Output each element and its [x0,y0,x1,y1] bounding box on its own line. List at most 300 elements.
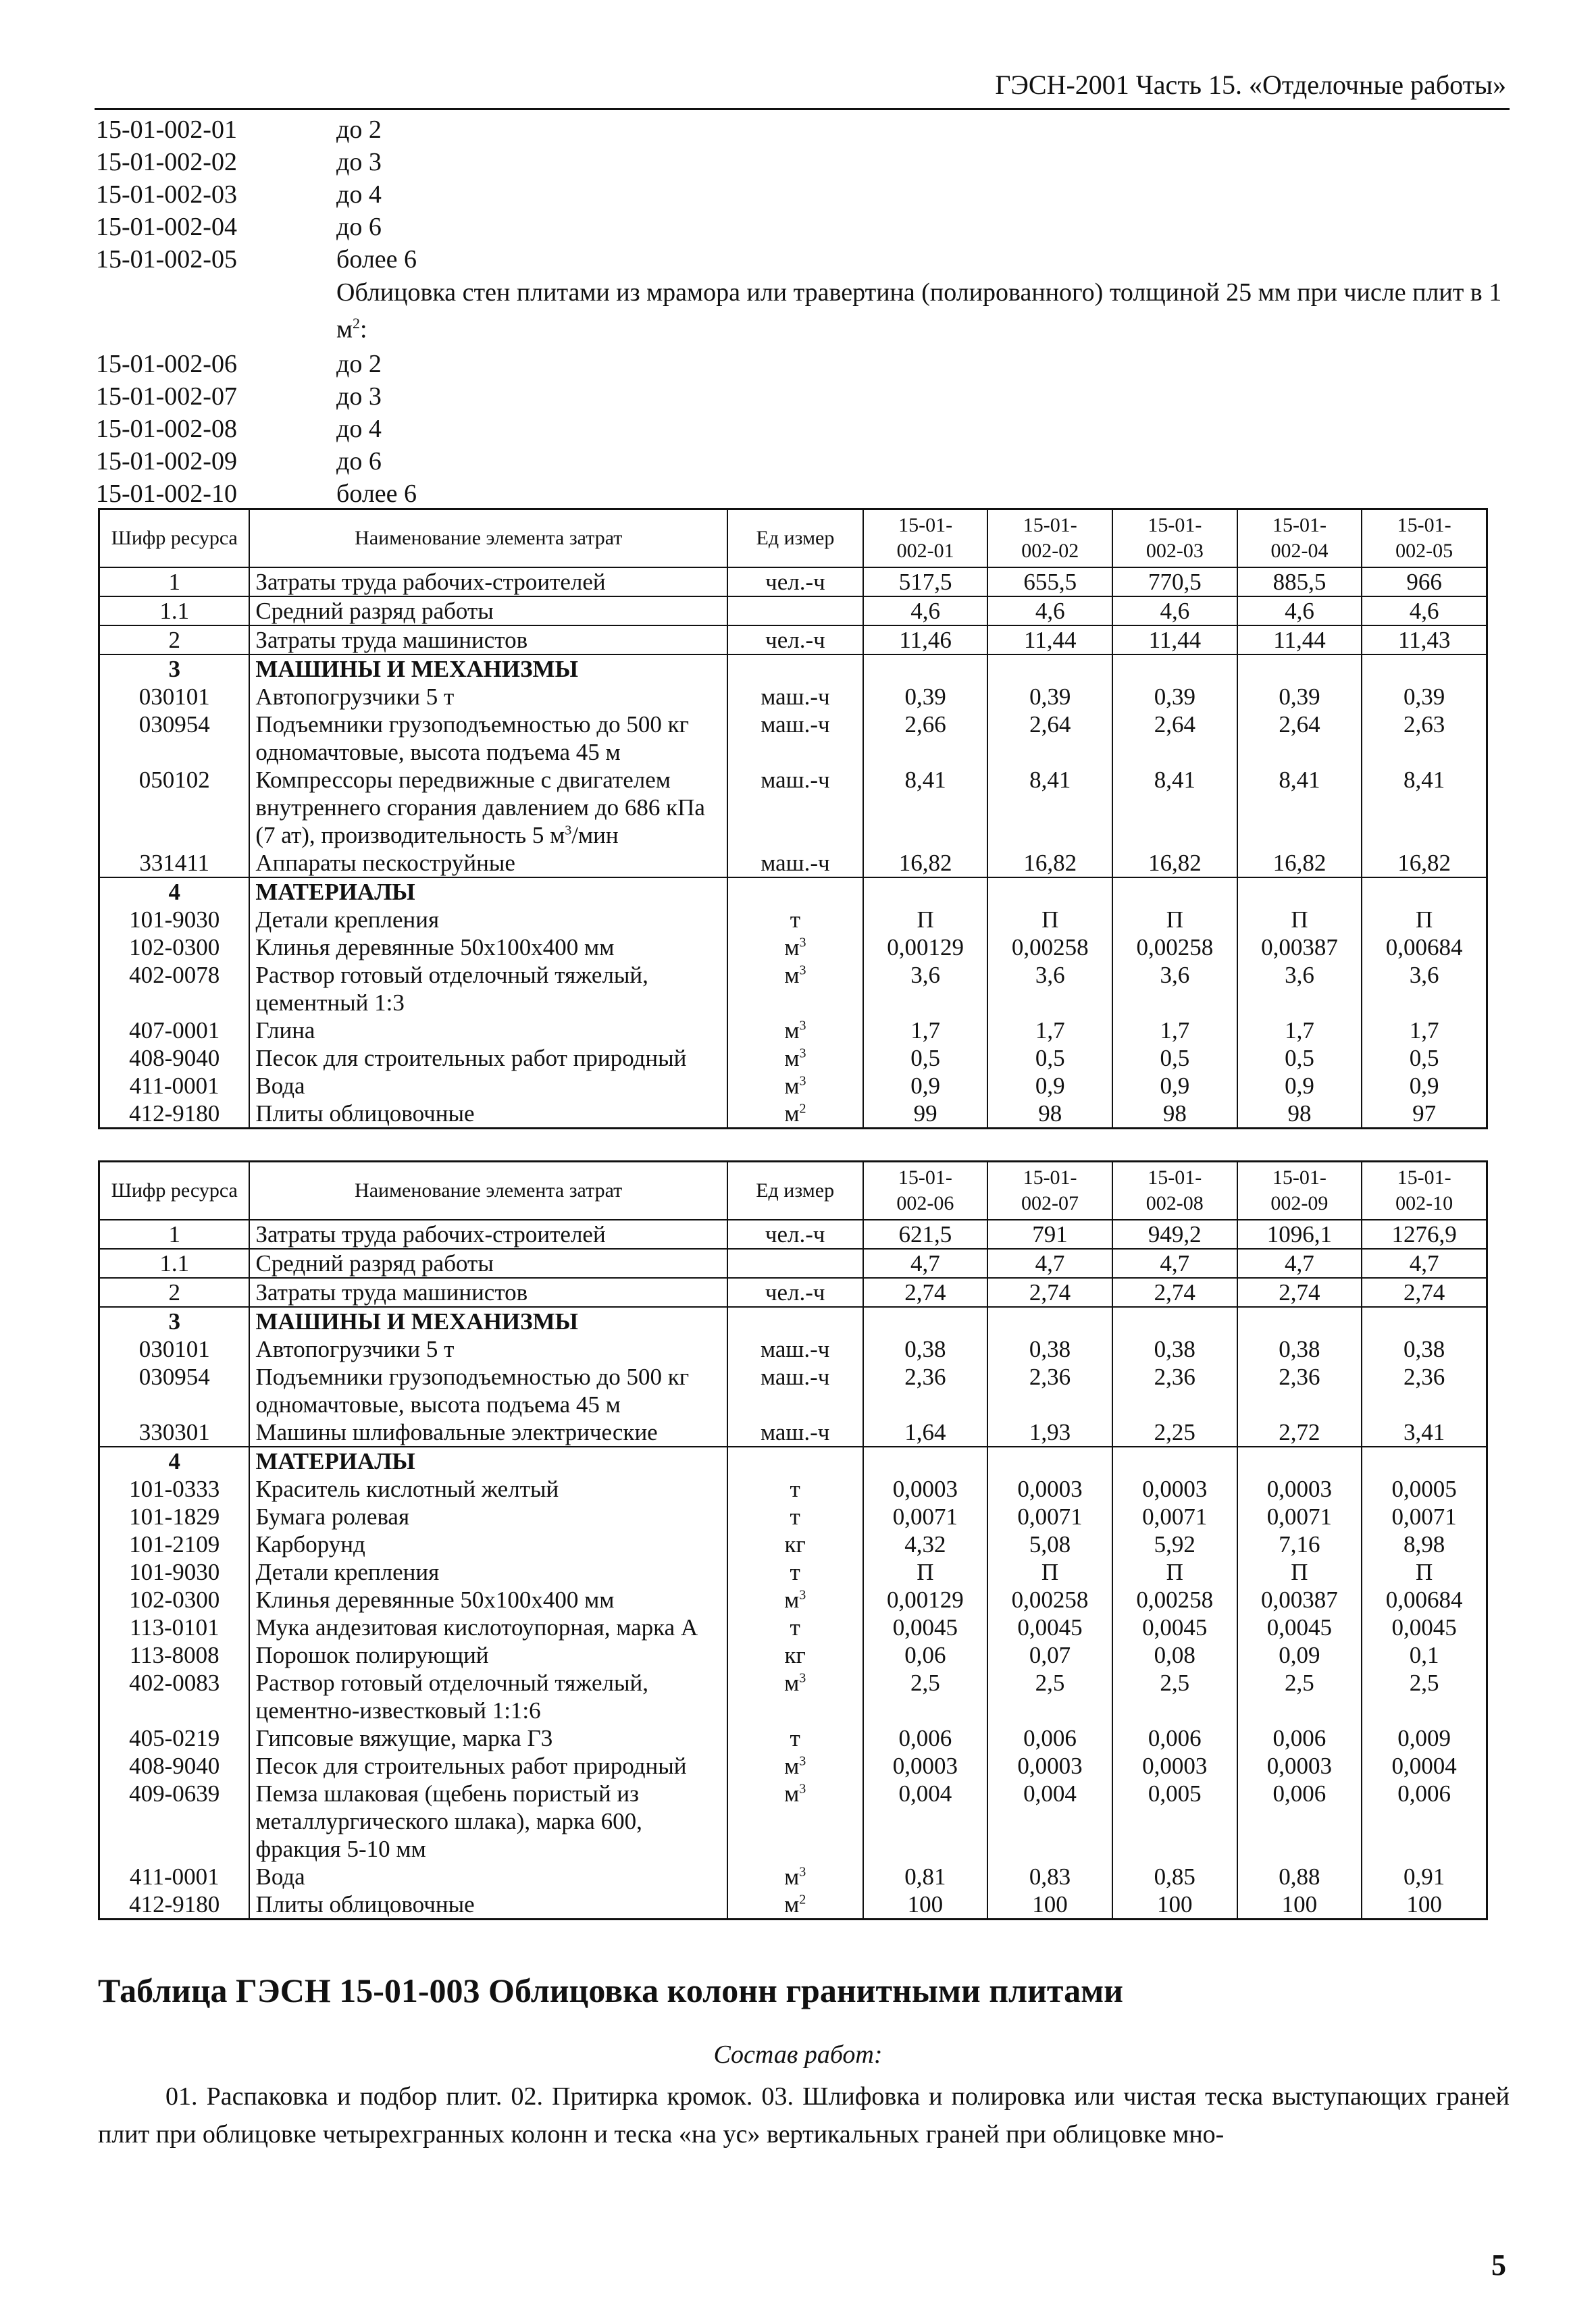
resource-unit [727,654,863,683]
resource-name: Карборунд [249,1531,727,1558]
resource-code: 3 [99,654,250,683]
resource-name: Глина [249,1017,727,1044]
resource-value: 0,09 [1237,1641,1362,1669]
resource-unit: $м^3$ [727,1586,863,1614]
resource-value: 0,0003 [1112,1475,1237,1503]
resource-value: 2,64 [1237,711,1362,766]
table-row [99,1100,1487,1129]
resource-value: 966 [1362,567,1487,596]
resource-unit: чел.-ч [727,567,863,596]
code-row [96,348,1514,380]
resource-name: Плиты облицовочные [249,1100,727,1129]
resource-unit: т [727,1558,863,1586]
resource-value [1237,877,1362,906]
resource-name: Компрессоры передвижные с двигателем внутреннего сгорания давлением до 686 кПа (7 ат), производительность 5 $м^3$/мин [249,766,727,849]
resource-value: 0,00258 [1112,1586,1237,1614]
table-row [99,1863,1487,1891]
running-header: ГЭСН-2001 Часть 15. «Отделочные работы» [995,70,1506,100]
table-row [99,711,1487,766]
resource-code: 412-9180 [99,1891,250,1920]
table-row [99,683,1487,711]
code-number: 15-01-002-04 [96,213,237,241]
resource-unit: маш.-ч [727,1418,863,1447]
table-row [99,1072,1487,1100]
resource-value: 1096,1 [1237,1220,1362,1249]
resource-value: 8,41 [1112,766,1237,849]
resource-unit: маш.-ч [727,711,863,766]
code-label: до 2 [336,349,382,378]
resource-value: 770,5 [1112,567,1237,596]
table-row [99,1335,1487,1363]
table-row [99,1641,1487,1669]
resource-value: 0,38 [1237,1335,1362,1363]
resource-value: 2,36 [987,1363,1112,1418]
resource-value: 0,06 [863,1641,988,1669]
resource-value: 11,46 [863,625,988,654]
resource-value: 0,39 [1237,683,1362,711]
resource-code: 331411 [99,849,250,877]
resource-value: 0,006 [1362,1780,1487,1863]
header-column-5: 15-01- 002-10 [1362,1162,1487,1220]
resource-name: Краситель кислотный желтый [249,1475,727,1503]
resource-value: 0,006 [1237,1780,1362,1863]
code-label: до 2 [336,115,382,144]
resource-value: 16,82 [863,849,988,877]
resource-value: П [1112,906,1237,933]
resource-value: 2,74 [1362,1278,1487,1307]
resource-value [1112,877,1237,906]
resource-value: 0,006 [1112,1724,1237,1752]
resource-unit [727,1249,863,1278]
table-row [99,1278,1487,1307]
resource-unit: кг [727,1531,863,1558]
section-title: Таблица ГЭСН 15-01-003 Облицовка колонн гранитными плитами [98,1972,1123,2009]
resource-value: 655,5 [987,567,1112,596]
resource-name: Вода [249,1072,727,1100]
table-row [99,654,1487,683]
table-row [99,1752,1487,1780]
resource-value: 2,36 [1362,1363,1487,1418]
resource-value [863,1307,988,1335]
resource-name: Аппараты пескоструйные [249,849,727,877]
resource-value: 1,93 [987,1418,1112,1447]
resource-code: 1 [99,567,250,596]
resource-value [987,1447,1112,1475]
resource-name: Вода [249,1863,727,1891]
table-row [99,1614,1487,1641]
resource-value: 1,7 [863,1017,988,1044]
resource-value: 0,5 [1237,1044,1362,1072]
resource-unit: $м^3$ [727,1780,863,1863]
resource-code: 030954 [99,711,250,766]
resource-value: 0,0003 [987,1752,1112,1780]
resource-value: 4,7 [863,1249,988,1278]
resource-code: 407-0001 [99,1017,250,1044]
resource-name: Бумага ролевая [249,1503,727,1531]
resource-value: 0,006 [1237,1724,1362,1752]
resource-name: Автопогрузчики 5 т [249,683,727,711]
resource-value: 0,0005 [1362,1475,1487,1503]
resource-name: МАТЕРИАЛЫ [249,1447,727,1475]
resource-value [1112,1447,1237,1475]
resource-code: 1.1 [99,1249,250,1278]
resource-value: П [863,906,988,933]
table-row [99,567,1487,596]
resource-value: 0,0071 [1362,1503,1487,1531]
table-row [99,1418,1487,1447]
resource-code: 101-0333 [99,1475,250,1503]
resource-name: Детали крепления [249,906,727,933]
resource-value: 100 [863,1891,988,1920]
resource-value: 0,009 [1362,1724,1487,1752]
resource-value: 0,00129 [863,933,988,961]
resource-unit: т [727,1503,863,1531]
code-number: 15-01-002-10 [96,479,237,508]
resource-unit: маш.-ч [727,1335,863,1363]
resource-code: 050102 [99,766,250,849]
header-column-1: 15-01- 002-01 [863,509,988,568]
code-row [96,178,1514,211]
resource-value: 0,004 [863,1780,988,1863]
resource-name: Затраты труда машинистов [249,1278,727,1307]
resource-value: 2,72 [1237,1418,1362,1447]
resource-value: 0,00387 [1237,933,1362,961]
resource-name: Подъемники грузоподъемностью до 500 кг одномачтовые, высота подъема 45 м [249,1363,727,1418]
resource-value: 2,74 [863,1278,988,1307]
table-row [99,1780,1487,1863]
resource-value: 0,0045 [1237,1614,1362,1641]
resource-unit: маш.-ч [727,849,863,877]
resource-value [1362,877,1487,906]
resource-unit: $м^2$ [727,1891,863,1920]
resource-value: 0,9 [987,1072,1112,1100]
resource-value: 2,74 [987,1278,1112,1307]
resource-value: 0,00129 [863,1586,988,1614]
table-row [99,933,1487,961]
resource-unit: $м^3$ [727,933,863,961]
header-column-3: 15-01- 002-08 [1112,1162,1237,1220]
resource-value: 0,006 [863,1724,988,1752]
resource-value: 4,6 [1362,596,1487,625]
resource-name: Подъемники грузоподъемностью до 500 кг одномачтовые, высота подъема 45 м [249,711,727,766]
resource-value: 4,32 [863,1531,988,1558]
resource-value: 0,1 [1362,1641,1487,1669]
resource-unit: кг [727,1641,863,1669]
resource-value: 4,7 [987,1249,1112,1278]
resource-name: Пемза шлаковая (щебень пористый из металлургического шлака), марка 600, фракция 5-10 мм [249,1780,727,1863]
resource-value [987,654,1112,683]
resource-value: 0,9 [1237,1072,1362,1100]
code-row [96,243,1514,276]
resource-code: 113-0101 [99,1614,250,1641]
resource-code: 030101 [99,683,250,711]
resource-code: 408-9040 [99,1044,250,1072]
code-number: 15-01-002-03 [96,180,237,209]
resource-code: 101-9030 [99,906,250,933]
resource-value: 16,82 [1362,849,1487,877]
resource-value: 99 [863,1100,988,1129]
resource-name: Клинья деревянные 50x100x400 мм [249,1586,727,1614]
resource-value: 0,005 [1112,1780,1237,1863]
header-column-2: 15-01- 002-02 [987,509,1112,568]
table-row [99,1249,1487,1278]
resource-value: 5,08 [987,1531,1112,1558]
resource-value: 885,5 [1237,567,1362,596]
resource-value: П [1237,1558,1362,1586]
header-name: Наименование элемента затрат [249,509,727,568]
code-label: более 6 [336,245,417,274]
resource-value: 100 [1237,1891,1362,1920]
resource-value: 0,0003 [1237,1752,1362,1780]
table-row [99,766,1487,849]
code-label: до 3 [336,148,382,176]
resource-name: Затраты труда рабочих-строителей [249,567,727,596]
resource-value: 2,5 [1237,1669,1362,1724]
resource-value: 949,2 [1112,1220,1237,1249]
code-label: до 4 [336,180,382,209]
resource-code: 405-0219 [99,1724,250,1752]
resource-value: 0,85 [1112,1863,1237,1891]
resource-unit: т [727,1614,863,1641]
resource-value: 0,81 [863,1863,988,1891]
code-row [96,413,1514,445]
resource-code: 102-0300 [99,933,250,961]
resource-unit: $м^3$ [727,1072,863,1100]
resource-value: 98 [987,1100,1112,1129]
table-row [99,1558,1487,1586]
code-label: до 6 [336,213,382,241]
resource-unit: маш.-ч [727,683,863,711]
resource-code: 2 [99,625,250,654]
table-row [99,1891,1487,1920]
resource-unit: т [727,1724,863,1752]
resource-value: 2,25 [1112,1418,1237,1447]
resource-value: 0,08 [1112,1641,1237,1669]
resource-name: Средний разряд работы [249,596,727,625]
resource-value: 1,7 [987,1017,1112,1044]
header-name: Наименование элемента затрат [249,1162,727,1220]
resource-value: 0,0003 [863,1752,988,1780]
resource-name: Детали крепления [249,1558,727,1586]
resource-value: П [1362,1558,1487,1586]
resource-value: 3,6 [1237,961,1362,1017]
resource-value: 0,0003 [1237,1475,1362,1503]
resource-unit: $м^3$ [727,1017,863,1044]
resource-value: 100 [987,1891,1112,1920]
resource-name: Затраты труда машинистов [249,625,727,654]
resource-value: 16,82 [987,849,1112,877]
resource-value: 2,5 [1112,1669,1237,1724]
header-rule [95,108,1510,110]
resource-value: 0,004 [987,1780,1112,1863]
resource-value: 4,7 [1237,1249,1362,1278]
resource-value: 16,82 [1112,849,1237,877]
resource-value: 0,38 [863,1335,988,1363]
resource-value: 0,9 [1112,1072,1237,1100]
code-group-1 [96,113,1514,276]
resource-code: 030101 [99,1335,250,1363]
table-row [99,1044,1487,1072]
resource-value: 98 [1112,1100,1237,1129]
resource-value: 3,6 [863,961,988,1017]
resource-value: 97 [1362,1100,1487,1129]
resource-value: 0,88 [1237,1863,1362,1891]
code-number: 15-01-002-06 [96,349,237,378]
resource-code: 330301 [99,1418,250,1447]
resource-unit: чел.-ч [727,1220,863,1249]
table-row [99,1503,1487,1531]
resource-value [863,877,988,906]
resource-unit [727,1307,863,1335]
resource-value: 8,41 [987,766,1112,849]
resource-unit: т [727,906,863,933]
resource-name: МАШИНЫ И МЕХАНИЗМЫ [249,654,727,683]
resource-value: 517,5 [863,567,988,596]
section-subtitle: Состав работ: [713,2040,883,2069]
resource-value: 1,7 [1362,1017,1487,1044]
resource-value: 4,7 [1362,1249,1487,1278]
resource-value: 4,6 [987,596,1112,625]
resource-value: 0,5 [1112,1044,1237,1072]
page-number: 5 [1491,2248,1506,2282]
resource-value: 4,6 [1237,596,1362,625]
resource-name: Порошок полирующий [249,1641,727,1669]
resource-code: 411-0001 [99,1072,250,1100]
header-column-4: 15-01- 002-04 [1237,509,1362,568]
code-note: Облицовка стен плитами из мрамора или травертина (полированного) толщиной 25 мм при числе плит в 1 $м^2$: [336,278,1502,344]
resource-name: Машины шлифовальные электрические [249,1418,727,1447]
resource-table-2 [98,1160,1488,1920]
resource-value: 16,82 [1237,849,1362,877]
code-number: 15-01-002-08 [96,414,237,443]
resource-value [863,654,988,683]
resource-name: Раствор готовый отделочный тяжелый, цементно-известковый 1:1:6 [249,1669,727,1724]
resource-value: П [987,906,1112,933]
resource-value: 0,0004 [1362,1752,1487,1780]
table-row [99,1724,1487,1752]
resource-value: 0,0003 [863,1475,988,1503]
resource-value: 2,36 [1237,1363,1362,1418]
resource-value: 0,00258 [1112,933,1237,961]
resource-unit [727,1447,863,1475]
resource-value: 8,41 [863,766,988,849]
resource-code: 4 [99,877,250,906]
table-row [99,596,1487,625]
resource-value [863,1447,988,1475]
resource-value: 0,0071 [987,1503,1112,1531]
resource-value: 1,7 [1112,1017,1237,1044]
resource-value: 0,0045 [987,1614,1112,1641]
resource-value: 4,6 [863,596,988,625]
resource-value: 0,38 [987,1335,1112,1363]
resource-value: 2,5 [863,1669,988,1724]
resource-code: 2 [99,1278,250,1307]
resource-name: Средний разряд работы [249,1249,727,1278]
resource-code: 1.1 [99,596,250,625]
resource-value: 0,006 [987,1724,1112,1752]
code-number: 15-01-002-07 [96,382,237,411]
resource-name: Песок для строительных работ природный [249,1044,727,1072]
header-code: Шифр ресурса [99,509,250,568]
code-row [96,146,1514,178]
resource-value: 1276,9 [1362,1220,1487,1249]
code-label: до 6 [336,446,382,475]
resource-value [1362,1447,1487,1475]
resource-value: 5,92 [1112,1531,1237,1558]
resource-value: 2,74 [1112,1278,1237,1307]
resource-value: 0,39 [1112,683,1237,711]
header-unit: Ед измер [727,1162,863,1220]
resource-value: 3,41 [1362,1418,1487,1447]
resource-value: 4,7 [1112,1249,1237,1278]
header-column-2: 15-01- 002-07 [987,1162,1112,1220]
resource-table-1 [98,508,1488,1129]
table-row [99,1363,1487,1418]
code-group-2 [96,348,1514,510]
code-row [96,445,1514,478]
table-row [99,849,1487,877]
resource-value: 3,6 [987,961,1112,1017]
resource-value: 2,5 [987,1669,1112,1724]
code-number: 15-01-002-05 [96,245,237,274]
resource-value [1112,1307,1237,1335]
resource-name: Мука андезитовая кислотоупорная, марка А [249,1614,727,1641]
code-label: до 4 [336,414,382,443]
resource-value: 2,5 [1362,1669,1487,1724]
table-row [99,1447,1487,1475]
resource-unit: маш.-ч [727,766,863,849]
resource-value: 1,64 [863,1418,988,1447]
header-column-1: 15-01- 002-06 [863,1162,988,1220]
resource-value: 0,5 [863,1044,988,1072]
resource-unit: чел.-ч [727,625,863,654]
resource-value: 11,44 [1237,625,1362,654]
table-row [99,1220,1487,1249]
resource-value: 4,6 [1112,596,1237,625]
resource-value: 2,63 [1362,711,1487,766]
resource-value: 8,41 [1237,766,1362,849]
resource-value [1237,654,1362,683]
code-row [96,380,1514,413]
header-column-5: 15-01- 002-05 [1362,509,1487,568]
table-row [99,1475,1487,1503]
resource-value: 0,00258 [987,933,1112,961]
resource-value: П [1362,906,1487,933]
header-code: Шифр ресурса [99,1162,250,1220]
resource-value: 0,0071 [863,1503,988,1531]
resource-value [987,1307,1112,1335]
resource-name: Песок для строительных работ природный [249,1752,727,1780]
resource-value [987,877,1112,906]
resource-value: 2,66 [863,711,988,766]
resource-name: Плиты облицовочные [249,1891,727,1920]
resource-value: 0,00684 [1362,933,1487,961]
resource-value: 0,39 [863,683,988,711]
code-label: более 6 [336,479,417,508]
resource-value: 0,38 [1362,1335,1487,1363]
resource-code: 3 [99,1307,250,1335]
resource-value: 11,43 [1362,625,1487,654]
resource-value: 11,44 [1112,625,1237,654]
header-column-4: 15-01- 002-09 [1237,1162,1362,1220]
resource-value: 7,16 [1237,1531,1362,1558]
resource-unit: $м^3$ [727,1669,863,1724]
resource-value: 2,36 [1112,1363,1237,1418]
header-column-3: 15-01- 002-03 [1112,509,1237,568]
resource-value: 0,9 [1362,1072,1487,1100]
resource-value: П [1237,906,1362,933]
resource-value: 3,6 [1112,961,1237,1017]
